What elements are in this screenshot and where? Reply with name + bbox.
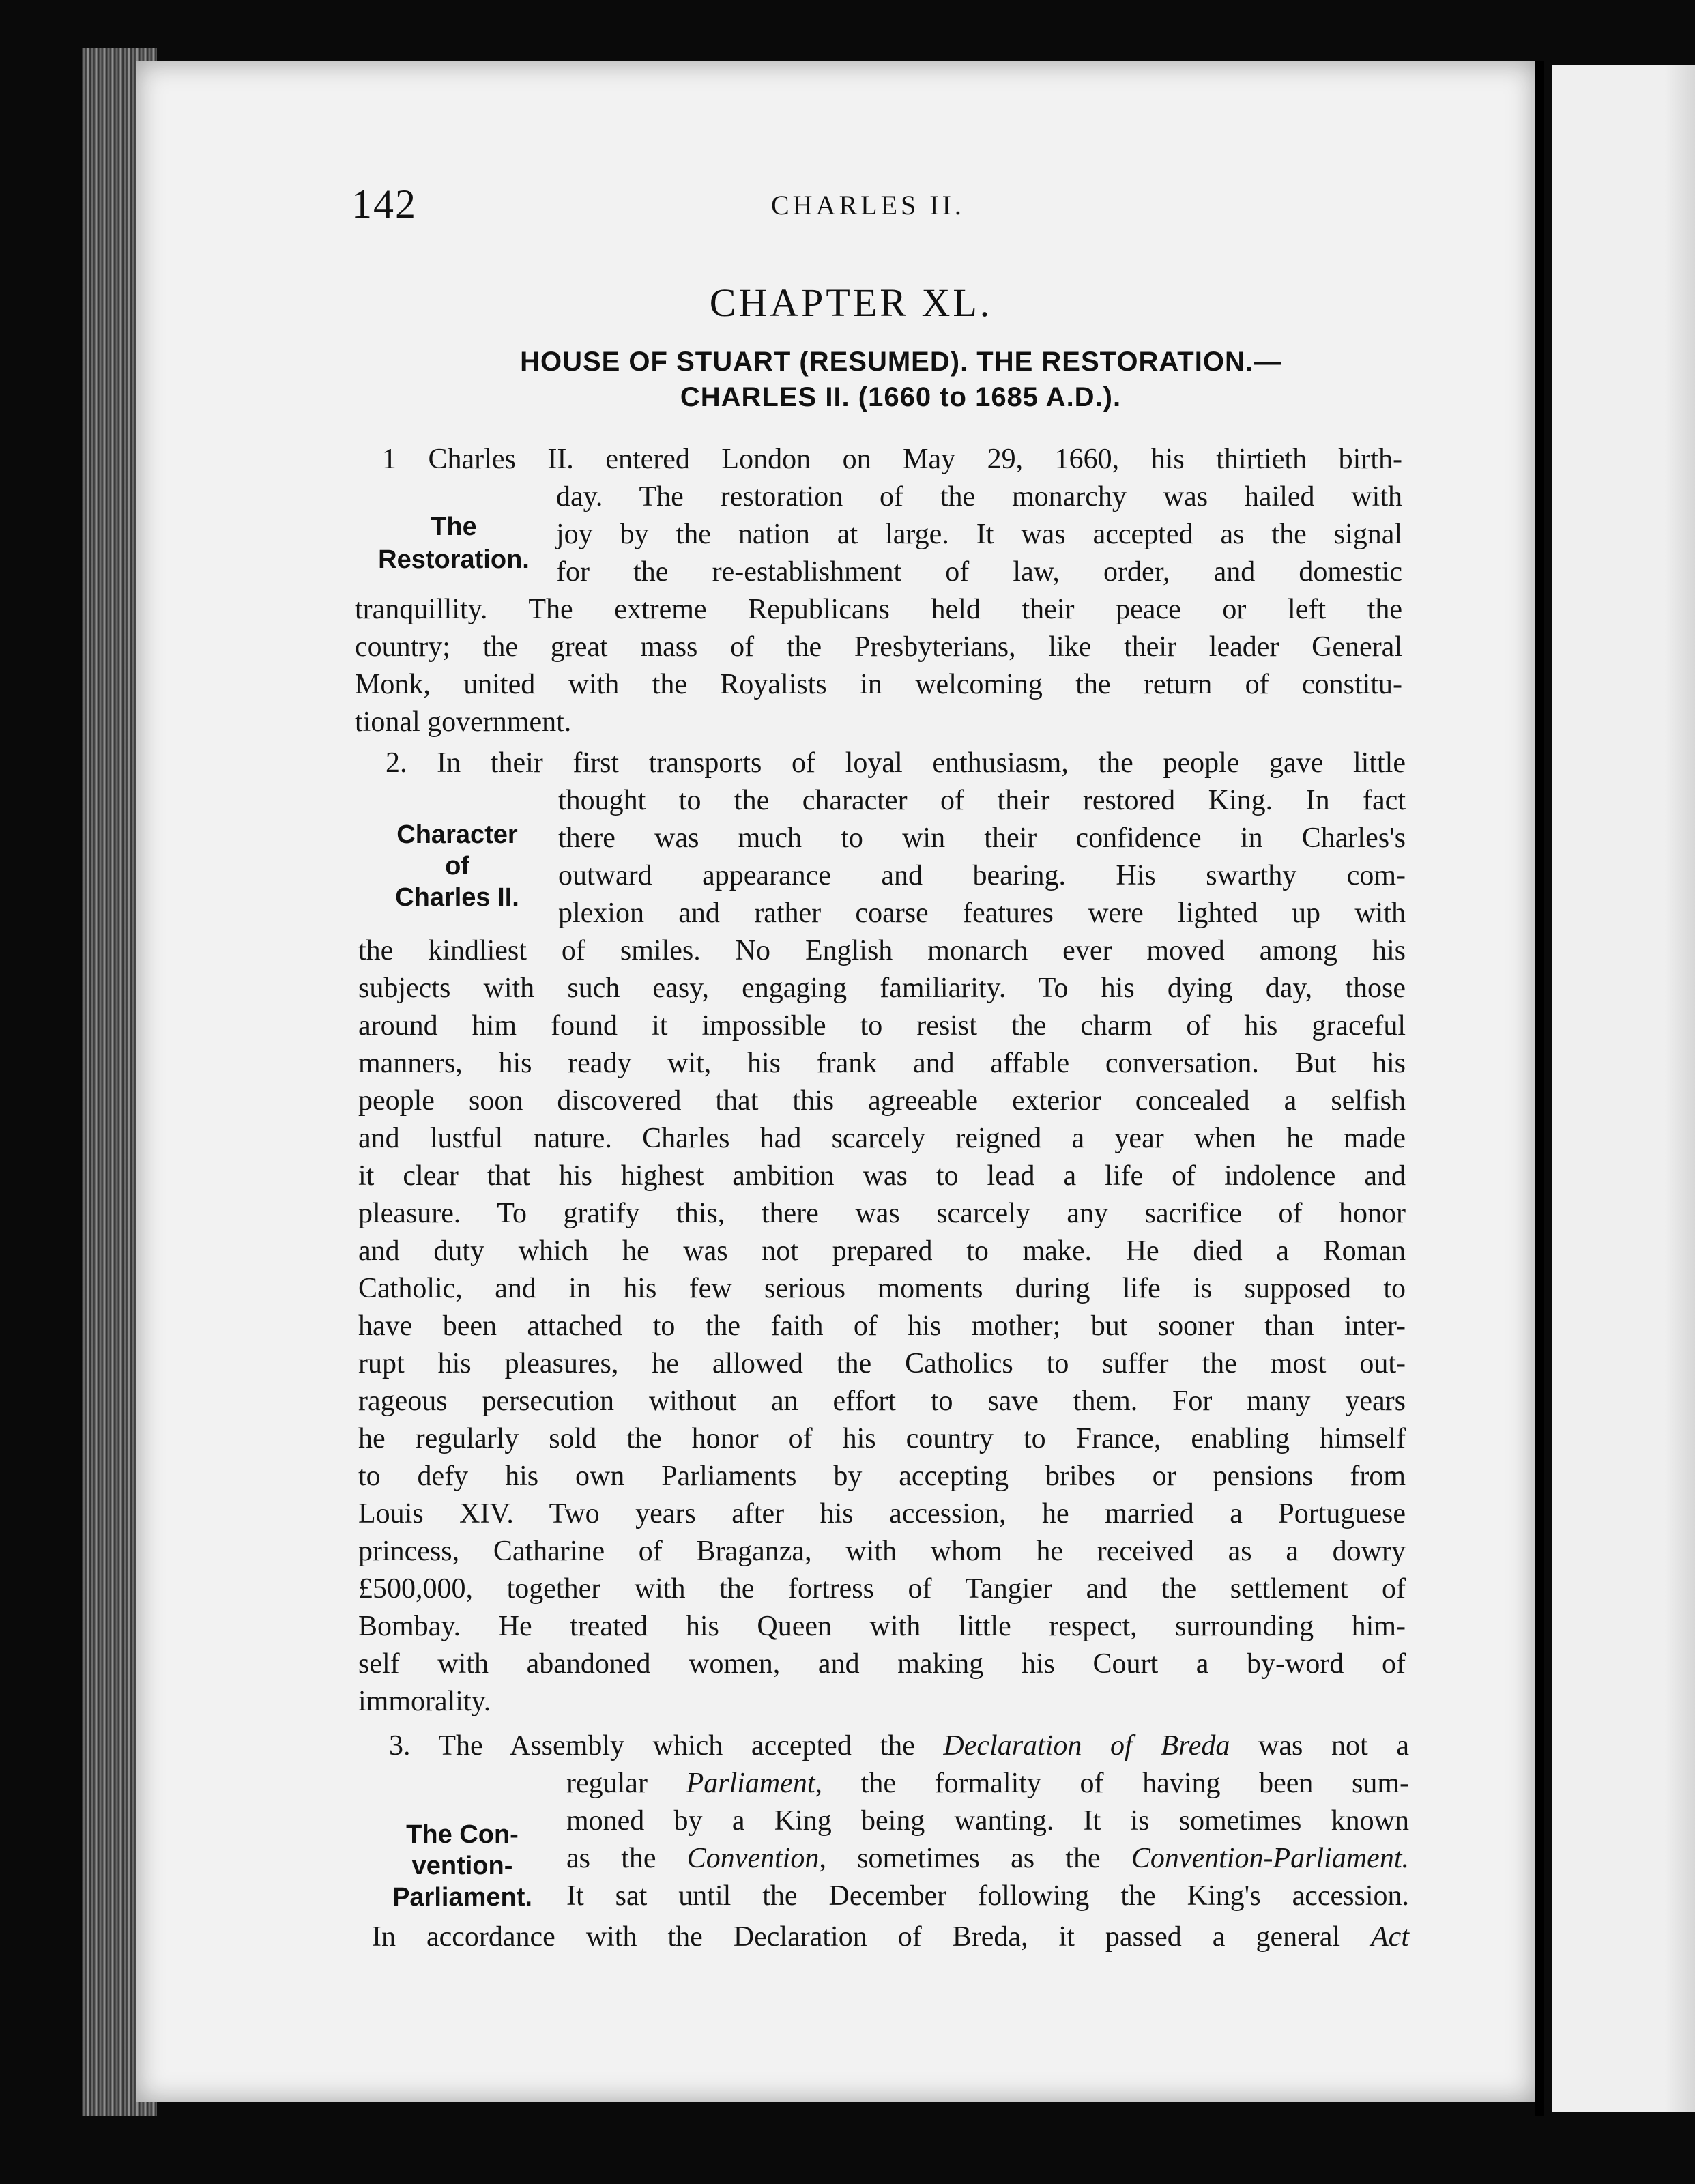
text-line: and lustful nature. Charles had scarcely reigned a year when he made <box>358 1123 1406 1154</box>
text-line: joy by the nation at large. It was accepted as the signal <box>556 519 1402 550</box>
italic-term: Convention <box>686 1843 820 1874</box>
text-line: he regularly sold the honor of his country to France, enabling himself <box>358 1423 1406 1454</box>
text-line: manners, his ready wit, his frank and affable conversation. But his <box>358 1048 1406 1079</box>
italic-term: Act <box>1371 1921 1409 1953</box>
text-line: immorality. <box>358 1686 491 1717</box>
chapter-heading: CHAPTER XL. <box>709 281 993 325</box>
text-line: princess, Catharine of Braganza, with whom he received as a dowry <box>358 1536 1406 1567</box>
sidenote-line: vention- <box>411 1852 513 1880</box>
text-line: subjects with such easy, engaging familiarity. To his dying day, those <box>358 973 1406 1004</box>
text-line: Catholic, and in his few serious moments during life is supposed to <box>358 1273 1406 1304</box>
text-line: outward appearance and bearing. His swarthy com- <box>558 860 1406 891</box>
text-line: thought to the character of their restored King. In fact <box>558 785 1406 816</box>
text-line: pleasure. To gratify this, there was scarcely any sacrifice of honor <box>358 1198 1406 1229</box>
text-line: and duty which he was not prepared to make. He died a Roman <box>358 1235 1406 1267</box>
text-line: it clear that his highest ambition was to lead a life of indolence and <box>358 1160 1406 1192</box>
sidenote-restoration <box>355 511 553 576</box>
text-line: rageous persecution without an effort to save them. For many years <box>358 1385 1406 1417</box>
running-head <box>0 181 1695 235</box>
italic-term: Declaration of Breda <box>943 1730 1230 1762</box>
sidenote-line: The <box>431 513 477 541</box>
text-run: was not a <box>1230 1730 1409 1762</box>
text-line: £500,000, together with the fortress of Tangier and the settlement of <box>358 1573 1406 1605</box>
sidenote-line: Character <box>396 820 518 849</box>
text-run: as the <box>566 1843 687 1874</box>
text-line: It sat until the December following the King's accession. <box>566 1880 1409 1912</box>
sidenote-character <box>362 819 553 913</box>
text-line: Monk, united with the Royalists in welcoming the return of constitu- <box>355 669 1402 700</box>
sidenote-line: of <box>445 852 469 880</box>
text-line: people soon discovered that this agreeable exterior concealed a selfish <box>358 1085 1406 1117</box>
text-line: 2. In their first transports of loyal enthusiasm, the people gave little <box>386 747 1406 779</box>
sidenote-line: Restoration. <box>378 545 530 574</box>
text-line: there was much to win their confidence in Charles's <box>558 822 1406 854</box>
text-line: for the re-establishment of law, order, and domestic <box>556 556 1402 588</box>
book-gutter <box>1535 61 1544 2116</box>
sidenote-convention <box>365 1819 560 1913</box>
text-run: 3. The Assembly which accepted the <box>389 1730 944 1762</box>
chapter-subtitle-line-2: CHARLES II. (1660 to 1685 A.D.). <box>680 382 1122 412</box>
text-line: day. The restoration of the monarchy was hailed with <box>556 481 1402 513</box>
text-run: In accordance with the Declaration of Breda, it passed a general <box>372 1921 1372 1953</box>
text-line <box>372 1918 1409 1956</box>
text-line: moned by a King being wanting. It is sometimes known <box>566 1805 1409 1837</box>
sidenote-line: Charles II. <box>395 883 519 912</box>
running-title: CHARLES II. <box>771 190 965 220</box>
sidenote-line: Parliament. <box>392 1883 532 1912</box>
text-run: , sometimes as the <box>819 1843 1131 1874</box>
italic-term: Parliament <box>686 1768 815 1799</box>
text-line: country; the great mass of the Presbyterians, like their leader General <box>355 631 1402 663</box>
text-line: to defy his own Parliaments by accepting bribes or pensions from <box>358 1461 1406 1492</box>
italic-term: Convention-Parliament. <box>1131 1843 1409 1874</box>
text-line: have been attached to the faith of his mother; but sooner than inter- <box>358 1310 1406 1342</box>
text-line: 1 Charles II. entered London on May 29, 1660, his thirtieth birth- <box>382 444 1402 475</box>
text-line: rupt his pleasures, he allowed the Catholics to suffer the most out- <box>358 1348 1406 1379</box>
page-number: 142 <box>351 182 417 227</box>
sidenote-line: The Con- <box>406 1820 519 1849</box>
text-line <box>566 1839 1409 1878</box>
text-line: self with abandoned women, and making his Court a by-word of <box>358 1648 1406 1680</box>
facing-page-edge <box>1665 65 1695 2112</box>
text-line <box>389 1727 1409 1765</box>
text-run: regular <box>566 1768 686 1799</box>
text-line: Bombay. He treated his Queen with little respect, surrounding him- <box>358 1611 1406 1642</box>
text-line: around him found it impossible to resist the charm of his graceful <box>358 1010 1406 1041</box>
text-line <box>566 1764 1409 1802</box>
text-line: tional government. <box>355 706 572 738</box>
text-line: the kindliest of smiles. No English monarch ever moved among his <box>358 935 1406 966</box>
text-run: , the formality of having been sum- <box>815 1768 1409 1799</box>
text-line: tranquillity. The extreme Republicans held their peace or left the <box>355 594 1402 625</box>
text-line: plexion and rather coarse features were lighted up with <box>558 897 1406 929</box>
chapter-subtitle-line-1: HOUSE OF STUART (RESUMED). THE RESTORATION.— <box>520 347 1281 377</box>
text-line: Louis XIV. Two years after his accession, he married a Portuguese <box>358 1498 1406 1529</box>
